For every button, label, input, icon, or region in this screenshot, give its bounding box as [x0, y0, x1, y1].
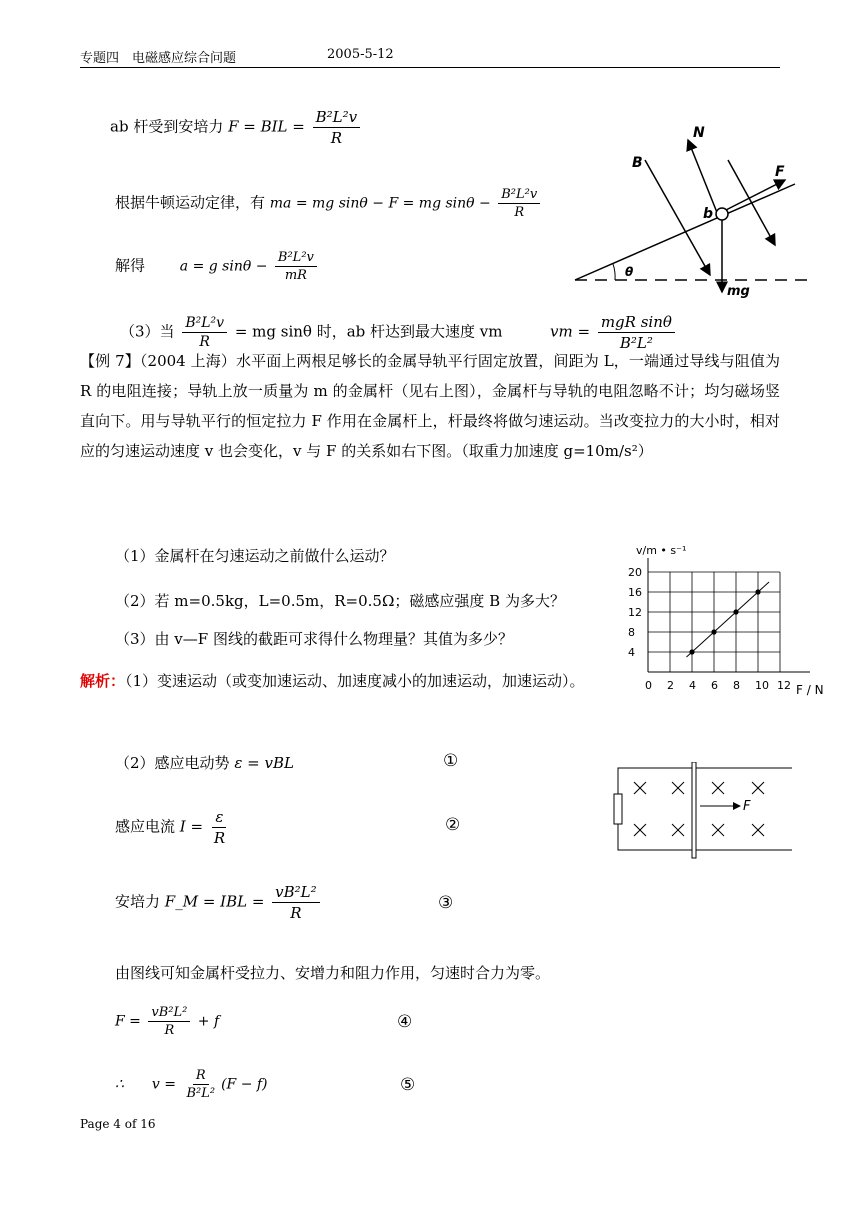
x-tick-label: 12	[777, 679, 791, 692]
label-N: N	[693, 125, 705, 141]
page-footer: Page 4 of 16	[80, 1117, 156, 1131]
formula-acceleration: 解得 a = g sinθ − $\frac{\text{B²L²v}}{mR}$	[115, 250, 320, 283]
rail-figure	[610, 762, 795, 862]
solution-1: 解析：（1）变速运动（或变加速运动、加速度减小的加速运动，加速运动）。	[80, 672, 585, 690]
y-tick-label: 4	[628, 646, 635, 659]
x-tick-label: 10	[755, 679, 769, 692]
data-point	[755, 589, 760, 594]
chart-marks	[687, 582, 770, 657]
field-cross-icon	[672, 824, 684, 836]
header-date: 2005-5-12	[327, 47, 394, 62]
label-b: b	[703, 206, 714, 222]
solution-balance: F = $\frac{\text{vB²L²}}{R}$ + f	[115, 1005, 220, 1038]
eq-number-5: ⑤	[400, 1075, 416, 1095]
x-tick-label: 8	[733, 679, 740, 692]
question-1: （1）金属杆在匀速运动之前做什么运动？	[115, 547, 395, 565]
incline-figure	[570, 120, 820, 300]
solution-label: 解析：	[80, 672, 126, 690]
label-B: B	[632, 155, 643, 171]
label-F: F	[775, 164, 785, 180]
x-tick-label: 4	[689, 679, 696, 692]
field-cross-icon	[752, 824, 764, 836]
solution-emf: （2）感应电动势 ε = vBL	[115, 754, 294, 772]
field-cross-icon	[752, 782, 764, 794]
x-tick-label: 2	[667, 679, 674, 692]
solution-ampere: 安培力 F_M = IBL = $\frac{\text{vB²L²}}{R}$	[115, 883, 323, 922]
chart-ylabel: v/m • s⁻¹	[636, 544, 687, 557]
formula-vm: vm = $\frac{\text{mgR sinθ}}{\text{B²L²}}$	[550, 313, 678, 352]
field-cross-icon	[712, 782, 724, 794]
rail-force-label: F	[743, 799, 751, 814]
field-cross-icon	[672, 782, 684, 794]
y-tick-label: 16	[628, 586, 642, 599]
question-3: （3）由 v—F 图线的截距可求得什么物理量？其值为多少？	[115, 630, 513, 648]
formula-ampere-force: ab 杆受到安培力 F = BIL = $\frac{\text{B²L²v}}{R}$	[110, 108, 363, 147]
solution-text: 由图线可知金属杆受拉力、安增力和阻力作用，匀速时合力为零。	[115, 964, 551, 982]
x-tick-label: 0	[645, 679, 652, 692]
eq-number-1: ①	[443, 751, 459, 771]
header-rule	[80, 67, 780, 68]
eq-number-3: ③	[438, 893, 454, 913]
formula-max-speed: （3）当 $\frac{\text{B²L²v}}{R}$ = mg sinθ 时，ab 杆达到最大速度 vm	[120, 315, 503, 350]
eq-number-4: ④	[397, 1012, 413, 1032]
field-cross-icon	[634, 782, 646, 794]
data-point	[689, 649, 694, 654]
x-tick-label: 6	[711, 679, 718, 692]
label-theta: θ	[625, 265, 634, 279]
example-7-text: 【例 7】（2004 上海）水平面上两根足够长的金属导轨平行固定放置，间距为 L，一端通过导线与阻值为 R 的电阻连接；导轨上放一质量为 m 的金属杆（见右上图），金属杆与导轨的电阻忽略不计；均匀磁场竖直向下。用与导轨平行的恒定拉力 F 作用在金属杆上，杆最终将做匀速运动。当改变拉力的大小时，相对应的匀速运动速度 v 也会变化，v 与 F 的关系如右下图。（取重力加速度 g=10m/s²）	[80, 352, 780, 460]
solution-velocity: ∴ v = $\frac{R}{\text{B²L²}}$ (F − f)	[115, 1068, 268, 1101]
v-f-chart	[618, 540, 836, 700]
y-tick-label: 8	[628, 626, 635, 639]
data-point	[711, 629, 716, 634]
y-tick-label: 12	[628, 606, 642, 619]
field-cross-icon	[634, 824, 646, 836]
label-mg: mg	[727, 284, 750, 299]
field-cross-icon	[712, 824, 724, 836]
y-tick-label: 20	[628, 566, 642, 579]
chart-xlabel: F / N	[796, 683, 824, 697]
solution-current: 感应电流 I = $\frac{\varepsilon}{R}$	[115, 808, 226, 847]
data-point	[733, 609, 738, 614]
question-2: （2）若 m=0.5kg，L=0.5m，R=0.5Ω；磁感应强度 B 为多大？	[115, 592, 565, 610]
formula-newton: 根据牛顿运动定律，有 ma = mg sinθ − F = mg sinθ − $\frac{\text{B²L²v}}{R}$	[115, 187, 543, 220]
chart-grid	[648, 558, 810, 672]
header-title: 专题四 电磁感应综合问题	[80, 51, 237, 66]
eq-number-2: ②	[445, 815, 461, 835]
